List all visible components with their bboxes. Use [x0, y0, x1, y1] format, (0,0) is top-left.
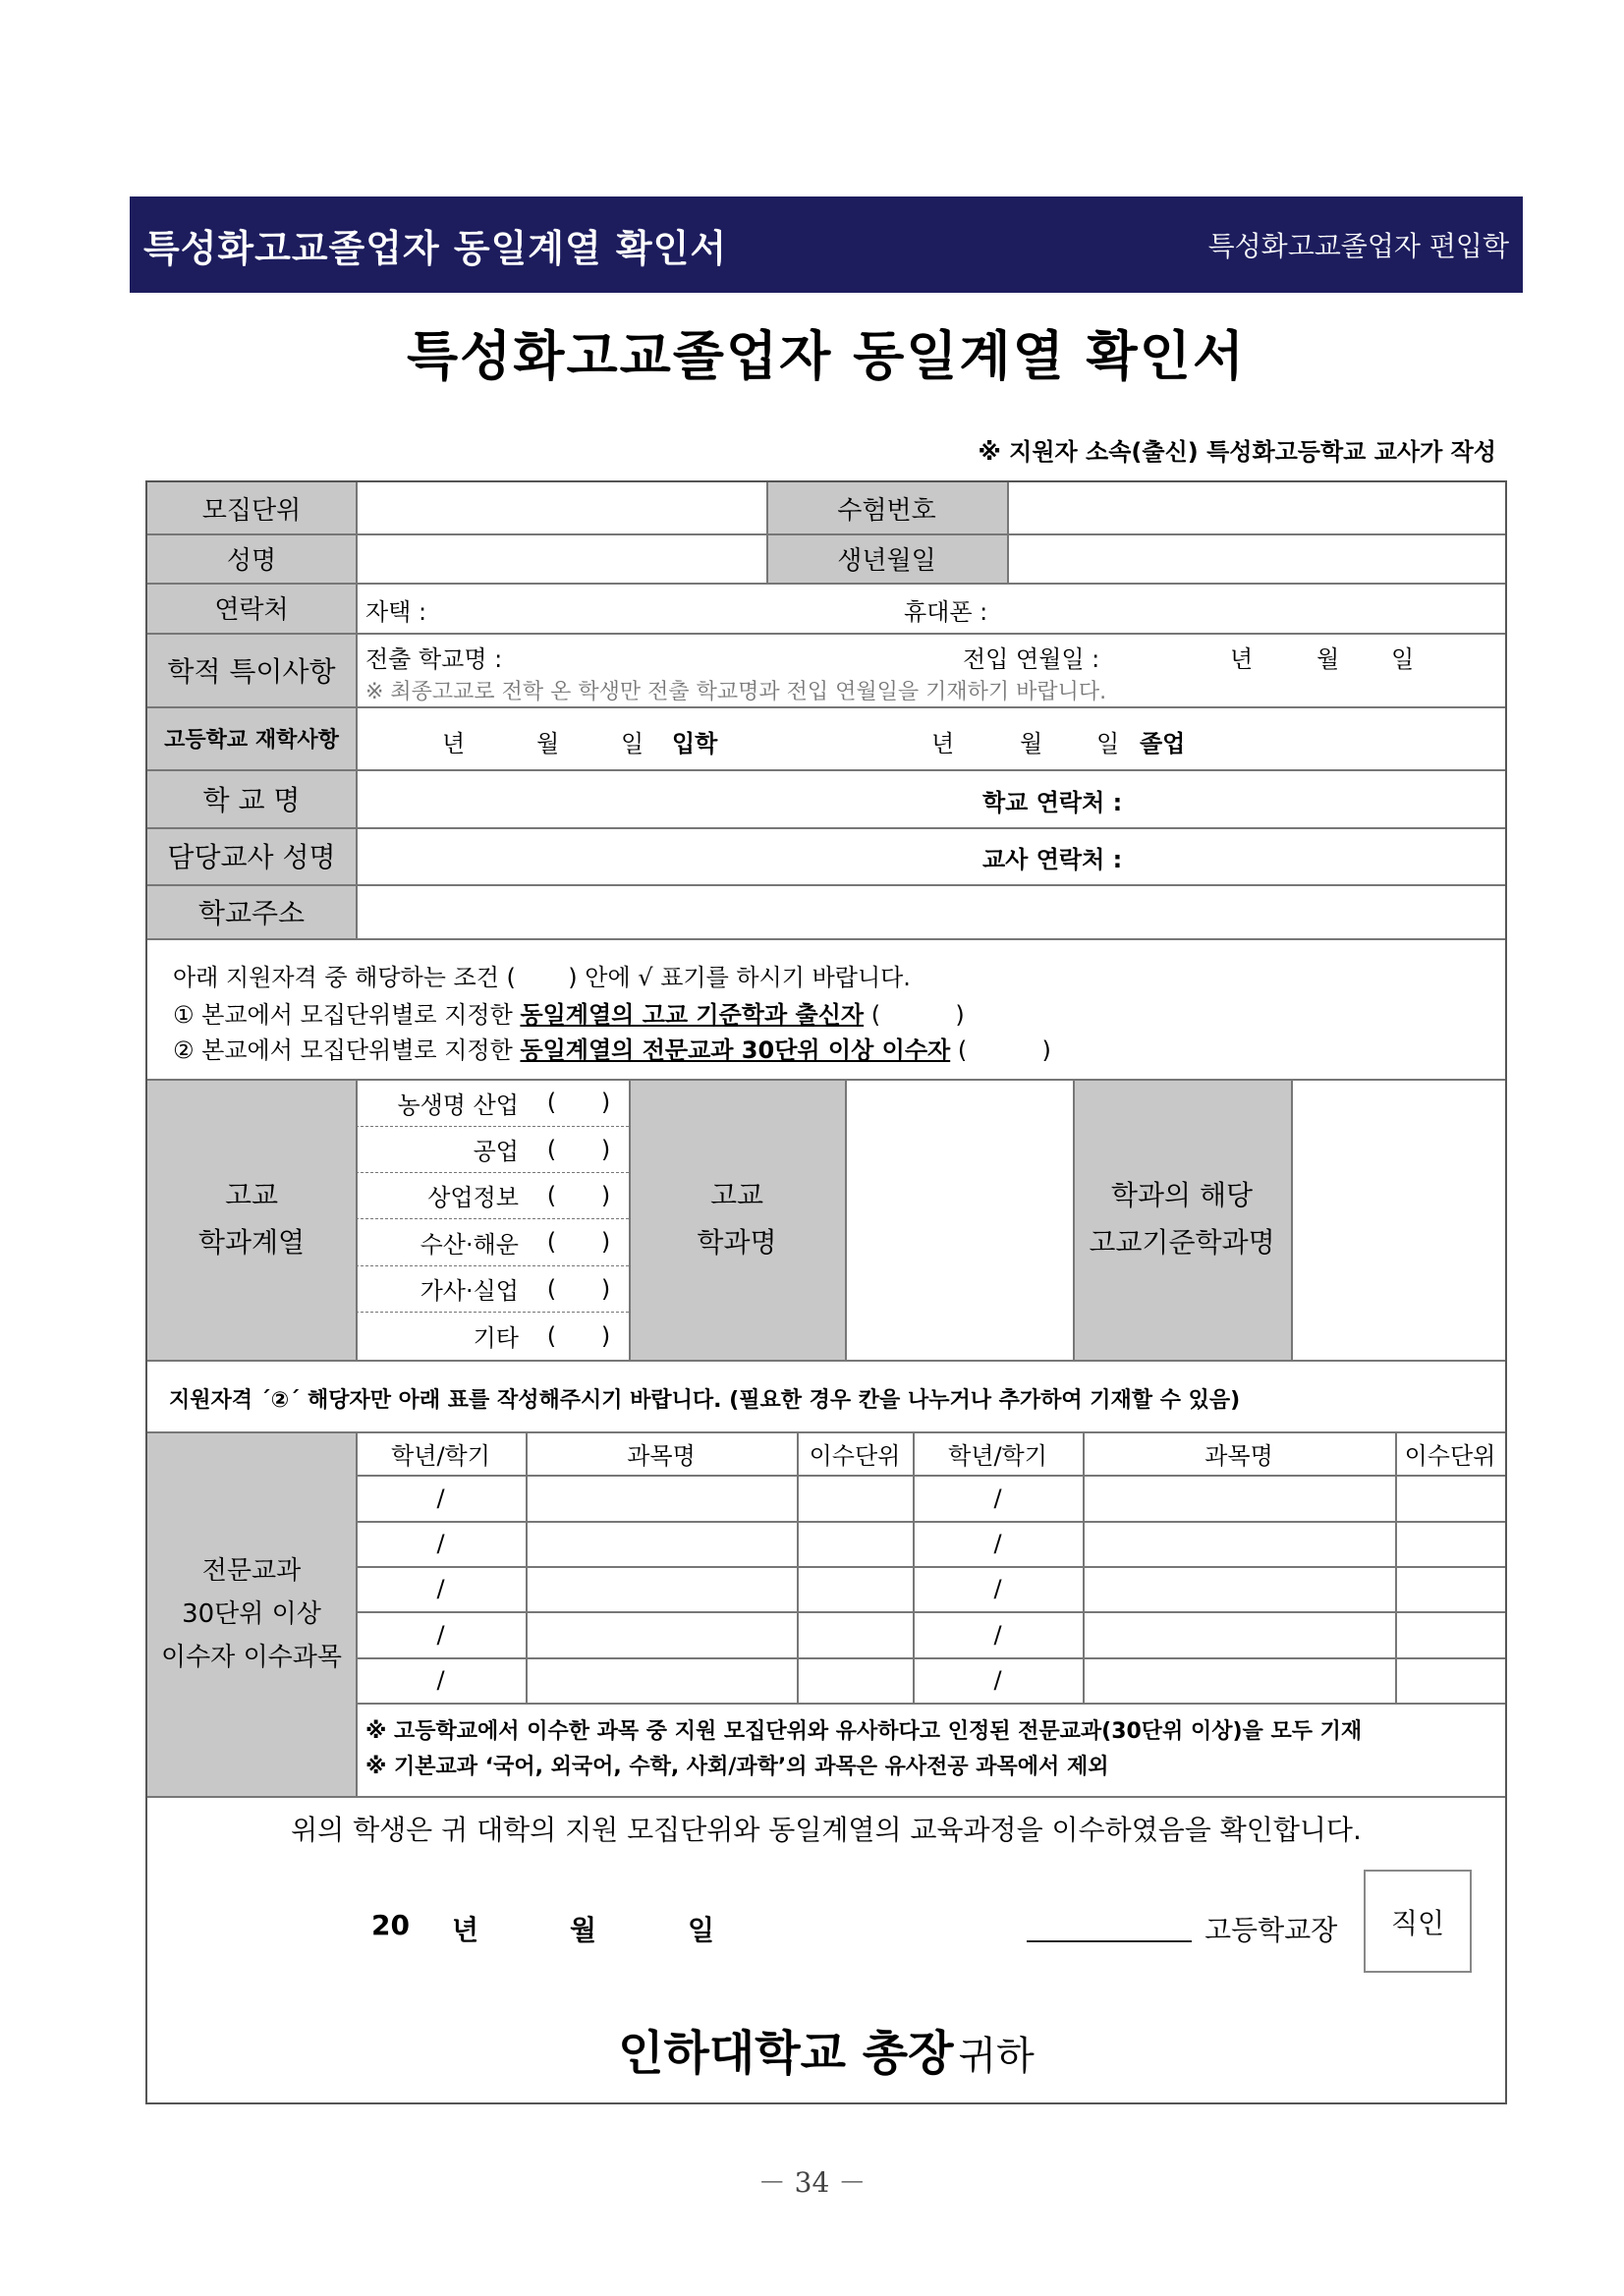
transfer-day: 일 — [1391, 645, 1415, 673]
course-section-label-2: 30단위 이상 — [182, 1598, 321, 1629]
grade-slash[interactable]: / — [436, 1666, 445, 1694]
condition-1-key: 동일계열의 고교 기준학과 출신자 — [520, 1001, 865, 1029]
mobile-phone-label: 휴대폰 : — [904, 598, 988, 626]
grade-slash[interactable]: / — [436, 1575, 445, 1602]
standard-dept-label — [1073, 1079, 1291, 1360]
header-grade-1: 학년/학기 — [391, 1441, 490, 1470]
dept-item-home: 가사·실업 — [420, 1277, 519, 1305]
sign-month: 월 — [570, 1914, 597, 1946]
grade-slash[interactable]: / — [436, 1484, 445, 1512]
birth-label: 생년월일 — [766, 533, 1007, 583]
dept-check-fishery[interactable]: ( ) — [546, 1228, 611, 1256]
grade-slash[interactable]: / — [993, 1575, 1002, 1602]
contact-label: 연락처 — [147, 583, 356, 633]
banner-subtitle: 특성화고교졸업자 편입학 — [1207, 230, 1509, 262]
condition-2-check[interactable]: ( ) — [950, 1036, 1051, 1064]
transfer-date-label: 전입 연월일 : — [963, 645, 1100, 673]
header-grade-2: 학년/학기 — [948, 1441, 1047, 1470]
special-record-label: 학적 특이사항 — [147, 633, 356, 706]
grade-slash[interactable]: / — [436, 1620, 445, 1649]
transfer-month: 월 — [1316, 645, 1340, 673]
page-number: － 34 － — [757, 2166, 867, 2199]
recipient-suffix: 귀하 — [958, 2034, 1035, 2079]
course-section-label-3: 이수자 이수과목 — [160, 1642, 343, 1672]
hs-dept-name-field[interactable] — [845, 1079, 1073, 1360]
admission-year: 년 — [442, 730, 466, 757]
unit-label: 모집단위 — [147, 482, 356, 533]
dept-check-other[interactable]: ( ) — [546, 1321, 611, 1350]
header-units-2: 이수단위 — [1404, 1441, 1496, 1470]
transfer-year: 년 — [1230, 645, 1254, 673]
exam-number-field[interactable] — [1007, 482, 1505, 533]
course-section-label-1: 전문교과 — [201, 1555, 302, 1586]
sign-year-prefix: 20 — [371, 1909, 410, 1941]
dept-check-agri[interactable]: ( ) — [546, 1089, 611, 1116]
name-label: 성명 — [147, 533, 356, 583]
principal-label: 고등학교장 — [1204, 1914, 1338, 1946]
standard-dept-label-1: 학과의 해당 — [1110, 1179, 1254, 1211]
confirmation-form — [145, 480, 1507, 2104]
grade-slash[interactable]: / — [436, 1530, 445, 1557]
school-name-label: 학 교 명 — [147, 769, 356, 827]
graduation-month: 월 — [1020, 730, 1043, 757]
course-note-2: ※ 기본교과 ‘국어, 외국어, 수학, 사회/과학’의 과목은 유사전공 과목에서 제외 — [365, 1755, 1109, 1779]
writer-note: ※ 지원자 소속(출신) 특성화고등학교 교사가 작성 — [978, 438, 1496, 466]
confirmation-text: 위의 학생은 귀 대학의 지원 모집단위와 동일계열의 교육과정을 이수하였음을 확인합니다. — [291, 1814, 1362, 1846]
special-note: ※ 최종고교로 전학 온 학생만 전출 학교명과 전입 연월일을 기재하기 바랍니다. — [365, 680, 1107, 704]
school-name-line[interactable] — [1027, 1940, 1192, 1942]
dept-check-industry[interactable]: ( ) — [546, 1135, 611, 1163]
admission-day: 일 — [621, 730, 644, 757]
graduation-year: 년 — [931, 730, 955, 757]
grade-slash[interactable]: / — [993, 1484, 1002, 1512]
graduation-day: 일 — [1096, 730, 1120, 757]
header-subject-2: 과목명 — [1204, 1441, 1273, 1470]
recipient — [147, 2015, 1505, 2083]
admission-month: 월 — [536, 730, 560, 757]
school-contact-label: 학교 연락처 : — [982, 789, 1123, 816]
condition-1-check[interactable]: ( ) — [864, 1001, 965, 1029]
school-address-label: 학교주소 — [147, 884, 356, 938]
hs-record-label: 고등학교 재학사항 — [147, 706, 356, 769]
condition-1 — [173, 995, 965, 1030]
home-phone-label: 자택 : — [365, 598, 427, 626]
header-subject-1: 과목명 — [627, 1441, 696, 1470]
condition-2 — [173, 1031, 1051, 1065]
grade-slash[interactable]: / — [993, 1620, 1002, 1649]
graduation-label: 졸업 — [1140, 730, 1186, 757]
birth-field[interactable] — [1007, 533, 1505, 583]
teacher-name-label: 담당교사 성명 — [147, 827, 356, 884]
condition-2-key: 동일계열의 전문교과 30단위 이상 이수자 — [520, 1036, 951, 1064]
course-section-label — [147, 1431, 356, 1796]
grade-slash[interactable]: / — [993, 1666, 1002, 1694]
dept-item-fishery: 수산·해운 — [420, 1230, 519, 1259]
document-title: 특성화고교졸업자 동일계열 확인서 — [406, 325, 1247, 387]
condition-1-prefix: ① 본교에서 모집단위별로 지정한 — [173, 1001, 521, 1029]
standard-dept-label-2: 고교기준학과명 — [1089, 1226, 1275, 1259]
dept-item-agri: 농생명 산업 — [397, 1091, 519, 1119]
seal-box: 직인 — [1364, 1870, 1472, 1973]
dept-check-commerce[interactable]: ( ) — [546, 1181, 611, 1209]
dept-category-label-1: 고교 — [224, 1179, 279, 1211]
banner-title: 특성화고교졸업자 동일계열 확인서 — [143, 226, 728, 270]
prev-school-label: 전출 학교명 : — [365, 645, 503, 673]
teacher-contact-label: 교사 연락처 : — [982, 846, 1123, 873]
standard-dept-field[interactable] — [1291, 1079, 1505, 1360]
header-banner — [130, 196, 1523, 293]
sign-day: 일 — [688, 1914, 715, 1946]
dept-item-industry: 공업 — [473, 1138, 519, 1165]
dept-category-label — [147, 1079, 356, 1360]
dept-check-home[interactable]: ( ) — [546, 1274, 611, 1303]
course-instruction: 지원자격 ´②´ 해당자만 아래 표를 작성해주시기 바랍니다. (필요한 경우 칸을 나누거나 추가하여 기재할 수 있음) — [169, 1388, 1241, 1413]
condition-2-prefix: ② 본교에서 모집단위별로 지정한 — [173, 1036, 521, 1064]
admission-label: 입학 — [672, 730, 718, 757]
hs-dept-name-label — [629, 1079, 845, 1360]
name-field[interactable] — [356, 533, 766, 583]
unit-field[interactable] — [356, 482, 766, 533]
dept-category-label-2: 학과계열 — [197, 1226, 306, 1259]
conditions-intro: 아래 지원자격 중 해당하는 조건 ( ) 안에 √ 표기를 하시기 바랍니다. — [173, 964, 911, 991]
hs-dept-name-label-1: 고교 — [709, 1179, 764, 1211]
sign-year: 년 — [452, 1914, 479, 1946]
exam-number-label: 수험번호 — [766, 482, 1007, 533]
header-units-1: 이수단위 — [809, 1441, 901, 1470]
hs-dept-name-label-2: 학과명 — [697, 1226, 777, 1259]
dept-item-commerce: 상업정보 — [427, 1184, 519, 1211]
dept-item-other: 기타 — [473, 1324, 519, 1352]
course-note-1: ※ 고등학교에서 이수한 과목 중 지원 모집단위와 유사하다고 인정된 전문교과(30단위 이상)을 모두 기재 — [365, 1719, 1363, 1744]
grade-slash[interactable]: / — [993, 1530, 1002, 1557]
recipient-name: 인하대학교 총장 — [618, 2026, 954, 2081]
